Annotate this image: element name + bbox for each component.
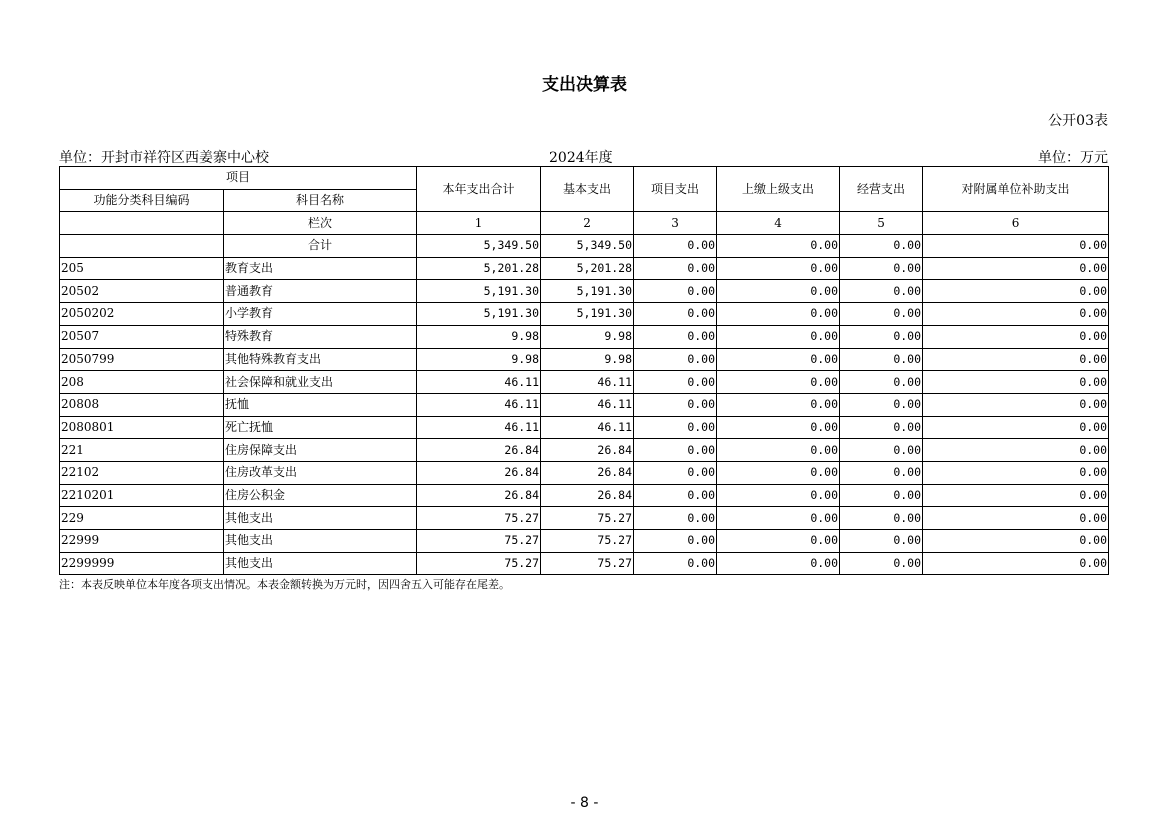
row-code: 2080801 bbox=[60, 416, 224, 439]
row-value: 0.00 bbox=[923, 280, 1109, 303]
row-subject-name: 其他支出 bbox=[224, 507, 417, 530]
row-value: 46.11 bbox=[417, 416, 541, 439]
row-value: 0.00 bbox=[840, 416, 923, 439]
row-subject-name: 普通教育 bbox=[224, 280, 417, 303]
row-value: 0.00 bbox=[717, 552, 840, 575]
row-subject-name: 住房改革支出 bbox=[224, 461, 417, 484]
header-remit-superior: 上缴上级支出 bbox=[717, 167, 840, 212]
row-value: 46.11 bbox=[541, 416, 634, 439]
row-subject-name: 其他支出 bbox=[224, 530, 417, 553]
header-subject-name: 科目名称 bbox=[224, 189, 417, 212]
row-value: 0.00 bbox=[717, 257, 840, 280]
row-value: 0.00 bbox=[634, 461, 717, 484]
total-value: 0.00 bbox=[840, 235, 923, 258]
header-function-code: 功能分类科目编码 bbox=[60, 189, 224, 212]
row-code: 221 bbox=[60, 439, 224, 462]
row-value: 5,201.28 bbox=[541, 257, 634, 280]
row-value: 0.00 bbox=[717, 393, 840, 416]
row-subject-name: 社会保障和就业支出 bbox=[224, 371, 417, 394]
page-title: 支出决算表 bbox=[542, 75, 627, 95]
row-code: 2299999 bbox=[60, 552, 224, 575]
table-row bbox=[60, 530, 1109, 553]
row-value: 26.84 bbox=[541, 484, 634, 507]
row-value: 5,191.30 bbox=[541, 303, 634, 326]
row-value: 0.00 bbox=[923, 371, 1109, 394]
row-code: 22102 bbox=[60, 461, 224, 484]
row-value: 46.11 bbox=[541, 393, 634, 416]
row-value: 0.00 bbox=[923, 461, 1109, 484]
row-value: 26.84 bbox=[541, 461, 634, 484]
table-row bbox=[60, 303, 1109, 326]
row-value: 0.00 bbox=[717, 280, 840, 303]
header-project-expenditure: 项目支出 bbox=[634, 167, 717, 212]
row-value: 0.00 bbox=[634, 530, 717, 553]
row-value: 0.00 bbox=[840, 484, 923, 507]
row-value: 0.00 bbox=[923, 552, 1109, 575]
row-value: 0.00 bbox=[634, 552, 717, 575]
row-value: 0.00 bbox=[840, 393, 923, 416]
row-value: 0.00 bbox=[840, 439, 923, 462]
total-code-blank bbox=[60, 235, 224, 258]
row-value: 0.00 bbox=[840, 371, 923, 394]
row-value: 5,191.30 bbox=[417, 280, 541, 303]
table-row bbox=[60, 257, 1109, 280]
row-code: 22999 bbox=[60, 530, 224, 553]
column-number: 6 bbox=[923, 212, 1109, 235]
row-value: 75.27 bbox=[541, 507, 634, 530]
total-value: 0.00 bbox=[634, 235, 717, 258]
row-value: 0.00 bbox=[634, 439, 717, 462]
row-value: 75.27 bbox=[417, 507, 541, 530]
row-subject-name: 小学教育 bbox=[224, 303, 417, 326]
row-code: 205 bbox=[60, 257, 224, 280]
row-value: 0.00 bbox=[634, 484, 717, 507]
row-code: 229 bbox=[60, 507, 224, 530]
row-value: 0.00 bbox=[923, 530, 1109, 553]
table-row bbox=[60, 280, 1109, 303]
total-row bbox=[60, 235, 1109, 258]
row-subject-name: 死亡抚恤 bbox=[224, 416, 417, 439]
column-index-blank bbox=[60, 212, 224, 235]
table-row bbox=[60, 484, 1109, 507]
total-value: 0.00 bbox=[923, 235, 1109, 258]
total-label: 合计 bbox=[224, 235, 417, 258]
row-subject-name: 特殊教育 bbox=[224, 325, 417, 348]
table-row bbox=[60, 507, 1109, 530]
row-value: 0.00 bbox=[717, 303, 840, 326]
table-row bbox=[60, 439, 1109, 462]
table-row bbox=[60, 371, 1109, 394]
column-number: 3 bbox=[634, 212, 717, 235]
row-value: 0.00 bbox=[634, 303, 717, 326]
row-value: 0.00 bbox=[923, 348, 1109, 371]
row-value: 26.84 bbox=[417, 439, 541, 462]
table-row bbox=[60, 348, 1109, 371]
row-value: 75.27 bbox=[417, 530, 541, 553]
row-value: 0.00 bbox=[923, 416, 1109, 439]
column-index-label: 栏次 bbox=[224, 212, 417, 235]
header-operating-expenditure: 经营支出 bbox=[840, 167, 923, 212]
row-value: 26.84 bbox=[417, 461, 541, 484]
row-value: 0.00 bbox=[717, 439, 840, 462]
row-code: 20808 bbox=[60, 393, 224, 416]
row-value: 0.00 bbox=[634, 507, 717, 530]
form-code: 公开03表 bbox=[1048, 113, 1108, 129]
row-subject-name: 其他支出 bbox=[224, 552, 417, 575]
row-value: 46.11 bbox=[417, 393, 541, 416]
row-value: 5,191.30 bbox=[541, 280, 634, 303]
row-value: 0.00 bbox=[634, 393, 717, 416]
row-value: 75.27 bbox=[417, 552, 541, 575]
header-item: 项目 bbox=[60, 167, 417, 190]
row-value: 0.00 bbox=[923, 325, 1109, 348]
row-value: 0.00 bbox=[923, 393, 1109, 416]
row-code: 2050799 bbox=[60, 348, 224, 371]
column-number: 2 bbox=[541, 212, 634, 235]
row-value: 46.11 bbox=[417, 371, 541, 394]
table-row bbox=[60, 416, 1109, 439]
header-subsidy-affiliates: 对附属单位补助支出 bbox=[923, 167, 1109, 212]
row-value: 0.00 bbox=[923, 257, 1109, 280]
row-subject-name: 住房公积金 bbox=[224, 484, 417, 507]
row-value: 0.00 bbox=[717, 348, 840, 371]
row-subject-name: 教育支出 bbox=[224, 257, 417, 280]
row-value: 0.00 bbox=[840, 552, 923, 575]
table-row bbox=[60, 393, 1109, 416]
table-row bbox=[60, 325, 1109, 348]
expenditure-table bbox=[59, 166, 1109, 575]
row-code: 20502 bbox=[60, 280, 224, 303]
row-value: 9.98 bbox=[417, 348, 541, 371]
row-value: 0.00 bbox=[717, 484, 840, 507]
row-value: 5,191.30 bbox=[417, 303, 541, 326]
total-value: 5,349.50 bbox=[417, 235, 541, 258]
row-value: 75.27 bbox=[541, 530, 634, 553]
row-value: 75.27 bbox=[541, 552, 634, 575]
row-value: 0.00 bbox=[634, 325, 717, 348]
row-subject-name: 抚恤 bbox=[224, 393, 417, 416]
row-value: 9.98 bbox=[541, 325, 634, 348]
row-value: 0.00 bbox=[840, 303, 923, 326]
row-code: 20507 bbox=[60, 325, 224, 348]
row-value: 0.00 bbox=[634, 416, 717, 439]
row-value: 0.00 bbox=[840, 507, 923, 530]
footnote: 注：本表反映单位本年度各项支出情况。本表金额转换为万元时，因四舍五入可能存在尾差。 bbox=[59, 578, 510, 591]
row-value: 0.00 bbox=[923, 439, 1109, 462]
fiscal-year: 2024年度 bbox=[549, 150, 613, 166]
page-number: - 8 - bbox=[570, 795, 599, 811]
row-value: 0.00 bbox=[634, 280, 717, 303]
row-value: 5,201.28 bbox=[417, 257, 541, 280]
column-number: 1 bbox=[417, 212, 541, 235]
table-row bbox=[60, 461, 1109, 484]
header-total-expenditure: 本年支出合计 bbox=[417, 167, 541, 212]
row-value: 0.00 bbox=[840, 325, 923, 348]
row-value: 46.11 bbox=[541, 371, 634, 394]
column-number: 5 bbox=[840, 212, 923, 235]
row-value: 0.00 bbox=[923, 303, 1109, 326]
row-value: 26.84 bbox=[417, 484, 541, 507]
row-value: 0.00 bbox=[923, 484, 1109, 507]
row-subject-name: 住房保障支出 bbox=[224, 439, 417, 462]
row-value: 9.98 bbox=[541, 348, 634, 371]
row-code: 2210201 bbox=[60, 484, 224, 507]
unit-organization: 单位：开封市祥符区西姜寨中心校 bbox=[59, 150, 269, 166]
row-subject-name: 其他特殊教育支出 bbox=[224, 348, 417, 371]
row-value: 0.00 bbox=[717, 461, 840, 484]
header-basic-expenditure: 基本支出 bbox=[541, 167, 634, 212]
row-value: 0.00 bbox=[717, 507, 840, 530]
money-unit: 单位：万元 bbox=[1038, 150, 1108, 166]
row-value: 0.00 bbox=[840, 257, 923, 280]
row-value: 0.00 bbox=[840, 348, 923, 371]
row-value: 0.00 bbox=[717, 371, 840, 394]
row-code: 208 bbox=[60, 371, 224, 394]
row-value: 9.98 bbox=[417, 325, 541, 348]
row-value: 0.00 bbox=[717, 325, 840, 348]
column-number: 4 bbox=[717, 212, 840, 235]
row-value: 0.00 bbox=[717, 530, 840, 553]
row-value: 0.00 bbox=[634, 371, 717, 394]
row-value: 0.00 bbox=[634, 257, 717, 280]
row-code: 2050202 bbox=[60, 303, 224, 326]
table-row bbox=[60, 552, 1109, 575]
row-value: 0.00 bbox=[840, 280, 923, 303]
row-value: 26.84 bbox=[541, 439, 634, 462]
row-value: 0.00 bbox=[923, 507, 1109, 530]
row-value: 0.00 bbox=[717, 416, 840, 439]
total-value: 0.00 bbox=[717, 235, 840, 258]
total-value: 5,349.50 bbox=[541, 235, 634, 258]
row-value: 0.00 bbox=[634, 348, 717, 371]
row-value: 0.00 bbox=[840, 530, 923, 553]
row-value: 0.00 bbox=[840, 461, 923, 484]
